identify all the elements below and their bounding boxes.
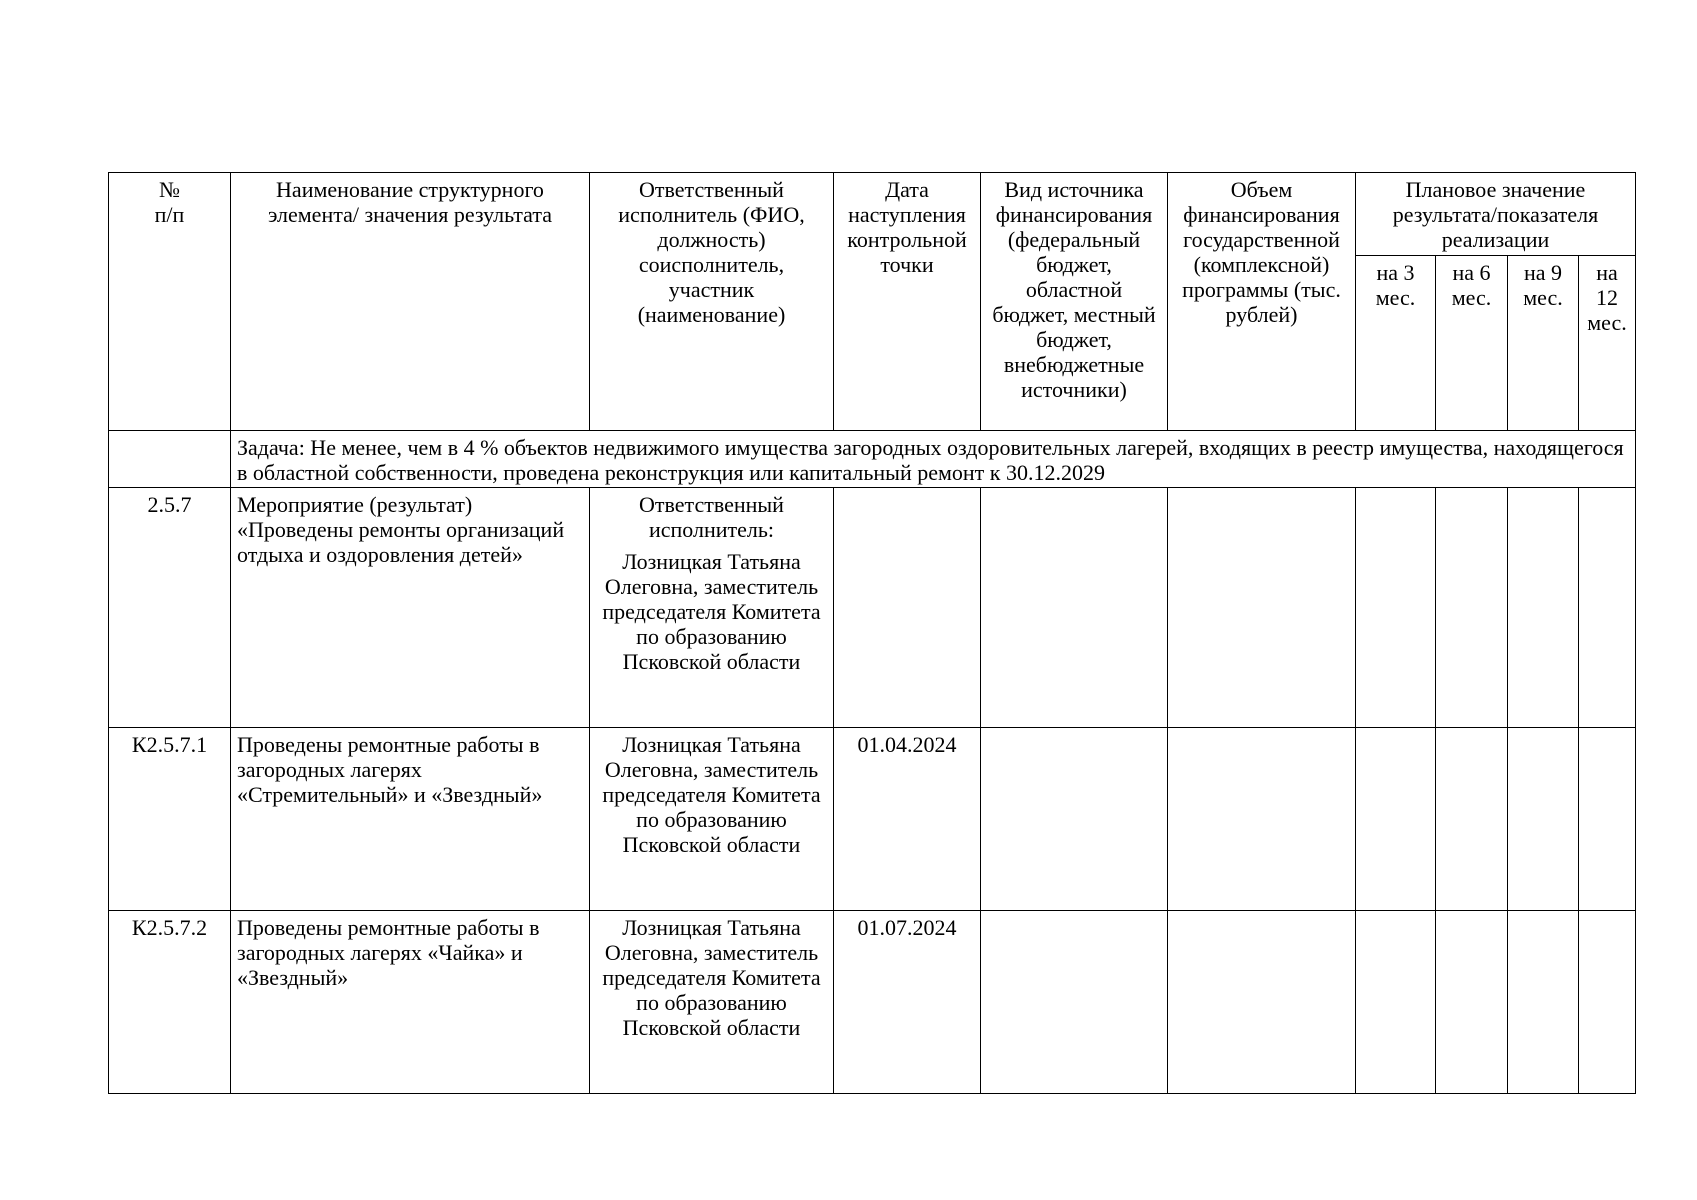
row-executor: Лозницкая Татьяна Олеговна, заместитель председателя Комитета по образованию Псковской области [590, 728, 834, 911]
row-source [981, 488, 1168, 728]
table-row [109, 728, 1636, 911]
row-date [834, 488, 981, 728]
header-volume: Объем финансирования государственной (комплексной) программы (тыс. рублей) [1168, 173, 1356, 431]
row-m3 [1356, 911, 1436, 1094]
header-plan: Плановое значение результата/показателя реализации [1356, 173, 1636, 256]
row-executor: Лозницкая Татьяна Олеговна, заместитель председателя Комитета по образованию Псковской области [602, 549, 821, 674]
row-executor: Лозницкая Татьяна Олеговна, заместитель председателя Комитета по образованию Псковской области [590, 911, 834, 1094]
header-m6: на 6 мес. [1436, 256, 1508, 431]
header-date: Дата наступления контрольной точки [834, 173, 981, 431]
row-m3 [1356, 728, 1436, 911]
row-m9 [1508, 728, 1579, 911]
task-row [109, 431, 1636, 488]
row-volume [1168, 488, 1356, 728]
row-m12 [1579, 488, 1636, 728]
row-executor-label: Ответственный исполнитель: [639, 492, 784, 542]
row-executor-cell [590, 488, 834, 728]
header-row [109, 173, 1636, 256]
row-m12 [1579, 728, 1636, 911]
row-m12 [1579, 911, 1636, 1094]
task-num-cell [109, 431, 231, 488]
header-source: Вид источника финансирования (федеральный бюджет, областной бюджет, местный бюджет, внебюджетные источники) [981, 173, 1168, 431]
row-source [981, 911, 1168, 1094]
task-text [231, 431, 1636, 488]
header-m3: на 3 мес. [1356, 256, 1436, 431]
row-num: 2.5.7 [109, 488, 231, 728]
row-m3 [1356, 488, 1436, 728]
row-m9 [1508, 488, 1579, 728]
header-name: Наименование структурного элемента/ значения результата [231, 173, 590, 431]
row-name: Проведены ремонтные работы в загородных лагерях «Стремительный» и «Звездный» [231, 728, 590, 911]
table-row [109, 488, 1636, 728]
row-date: 01.07.2024 [834, 911, 981, 1094]
row-m6 [1436, 488, 1508, 728]
plan-table [108, 172, 1636, 1094]
row-num: К2.5.7.2 [109, 911, 231, 1094]
header-executor: Ответственный исполнитель (ФИО, должность) соисполнитель, участник (наименование) [590, 173, 834, 431]
row-volume [1168, 911, 1356, 1094]
header-m9: на 9 мес. [1508, 256, 1579, 431]
row-m6 [1436, 911, 1508, 1094]
row-volume [1168, 728, 1356, 911]
table-row [109, 911, 1636, 1094]
row-name: Мероприятие (результат) «Проведены ремонты организаций отдыха и оздоровления детей» [231, 488, 590, 728]
row-m6 [1436, 728, 1508, 911]
header-m12: на 12 мес. [1579, 256, 1636, 431]
row-num: К2.5.7.1 [109, 728, 231, 911]
header-num: № п/п [109, 173, 231, 431]
row-name: Проведены ремонтные работы в загородных лагерях «Чайка» и «Звездный» [231, 911, 590, 1094]
task-text-content: Задача: Не менее, чем в 4 % объектов недвижимого имущества загородных оздоровительных лагерей, входящих в реестр имущества, находящегося в областной собственности, проведена реконструкция или капитальный ремонт к 30.12.2029 [237, 435, 1624, 485]
row-source [981, 728, 1168, 911]
row-date: 01.04.2024 [834, 728, 981, 911]
row-m9 [1508, 911, 1579, 1094]
